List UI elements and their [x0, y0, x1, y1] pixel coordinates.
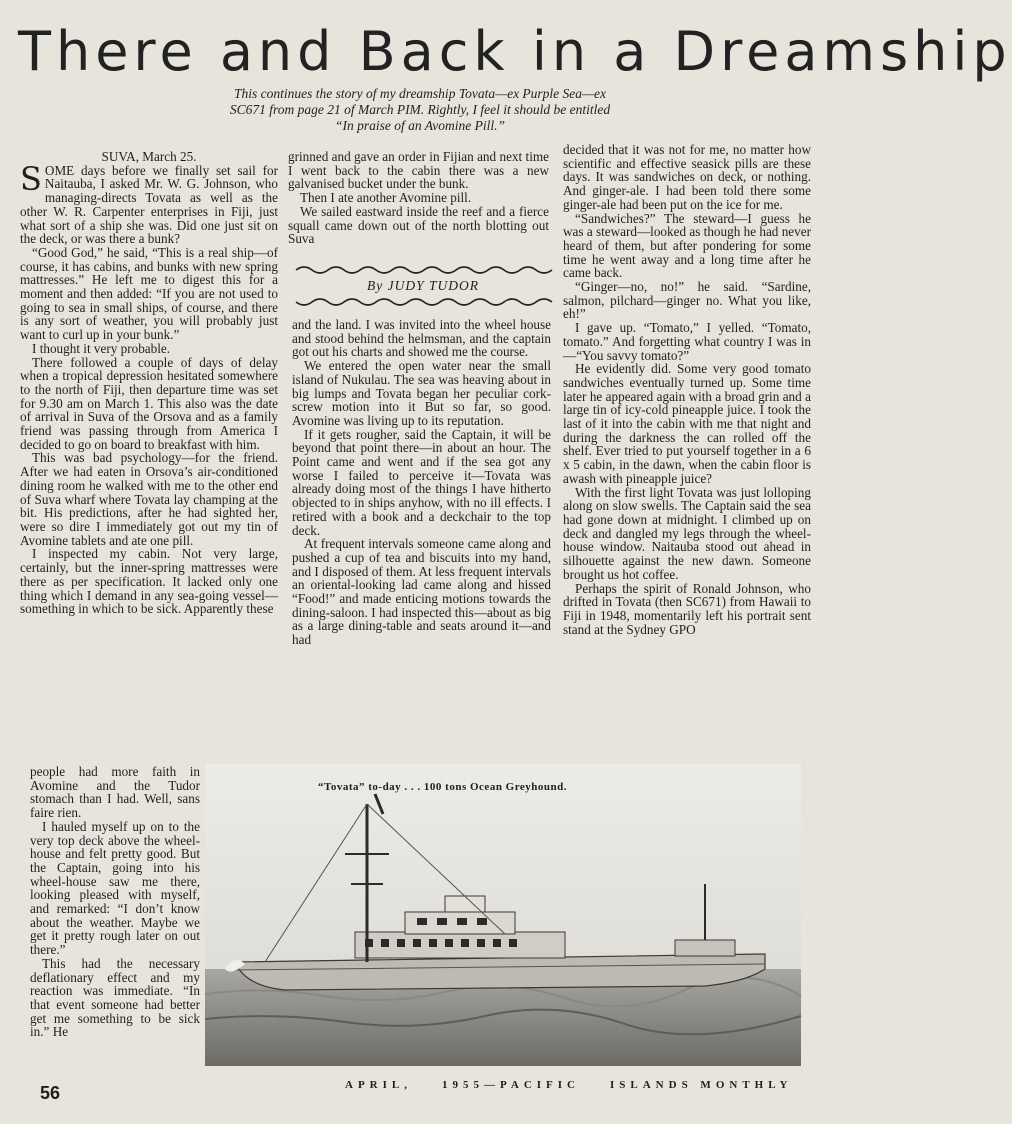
paragraph: I inspected my cabin. Not very large, certainly, but the inner-spring mattresses were there as per specification. It lacked only one thing which I demand in any sea-going vessel—something in which to be sick. Apparently these: [20, 546, 278, 617]
ship-photo: [205, 764, 801, 1066]
paragraph: and the land. I was invited into the wheel house and stood behind the helmsman, and the captain got out his charts and showed me the course.: [292, 317, 551, 360]
paragraph: I hauled myself up on to the very top deck above the wheel-house and felt pretty good. But the Captain, going into his wheel-house saw me there, looking pleased with myself, and remarked: “I don’t know about the weather. Maybe we get it pretty rough later on out there.”: [30, 818, 200, 958]
dateline: SUVA, March 25.: [101, 149, 197, 164]
paragraph: We sailed eastward inside the reef and a fierce squall came down out of the north blotting out Suva: [288, 203, 549, 247]
footer-magazine: ISLANDS MONTHLY: [610, 1079, 793, 1091]
drop-cap: S: [20, 159, 42, 198]
paragraph: “Ginger—no, no!” he said. “Sardine, salmon, pilchard—ginger no. What you like, eh!”: [563, 279, 811, 322]
intro-line: SC671 from page 21 of March PIM. Rightly, I feel it should be entitled: [229, 102, 611, 117]
article-column-1-continued: [30, 765, 200, 1067]
paragraph: Then I ate another Avomine pill.: [300, 190, 472, 206]
intro-line: This continues the story of my dreamship Tovata—ex Purple Sea—ex: [233, 86, 607, 101]
running-footer: [345, 1079, 822, 1091]
footer-month: APRIL,: [345, 1079, 412, 1091]
paragraph: This was bad psychology—for the friend. After we had eaten in Orsova’s air-conditioned dining room he walked with me to the other end of Suva wharf where Tovata lay champing at the bit. His predictions, after he had sighted her, were so dire I immediately got out my tin of Avomine tablets and ate one pill.: [20, 450, 278, 548]
paragraph: This had the necessary deflationary effect and my reaction was immediate. “In that event someone had better get me something to be sick in.” He: [30, 955, 200, 1040]
paragraph-text: OME days before we finally set sail for Naitauba, I asked Mr. W. G. Johnson, who managing-directs Tovata as well as the other W. R. Carpenter enterprises in Fiji, just what sort of a ship she was. Did one just sit on the deck, or was there a bunk?: [20, 162, 278, 247]
byline-block: [296, 262, 550, 312]
footer-year: 1955—PACIFIC: [441, 1079, 580, 1091]
paragraph: At frequent intervals someone came along and pushed a cup of tea and biscuits into my hand, and I disposed of them. At less frequent intervals an oriental-looking lad came along and hissed “Food!” and made enticing motions towards the dining-saloon. I had inspected this—about as big as a large dining-table and seats around it—and had: [292, 536, 551, 648]
article-column-1: [20, 150, 278, 750]
article-column-2-bottom: [292, 318, 551, 748]
paragraph: “Good God,” he said, “This is a real ship—of course, it has cabins, and bunks with new spring mattresses.” He left me to digest this for a moment and then added: “If you are not used to going to sea in small ships, of course, and there is any sort of weather, you will probably just want to curl up in your bunk.”: [20, 244, 278, 343]
paragraph: There followed a couple of days of delay when a tropical depression hesitated somewhere to the north of Fiji, then departure time was set for 9.30 am on March 1. This also was the date of arrival in Suva of the Orsova and as a family friend was passing through from America I decided to go on board to breakfast with him.: [20, 354, 278, 452]
paragraph: I gave up. “Tomato,” I yelled. “Tomato, tomato.” And forgetting what country I was in—“You savvy tomato?”: [563, 320, 811, 363]
paragraph: Perhaps the spirit of Ronald Johnson, who drifted in Tovata (then SC671) from Hawaii to Fiji in 1948, momentarily left his portrait sent stand at the Sydney GPO: [563, 580, 811, 637]
photo-caption: “Tovata” to-day . . . 100 tons Ocean Greyhound.: [318, 781, 568, 793]
article-column-3: [563, 143, 811, 748]
page-number: 56: [40, 1083, 61, 1103]
paragraph: He evidently did. Some very good tomato sandwiches eventually turned up. Some time later he appeared again with a broad grin and a large tin of icy-cold pineapple juice. I took the last of it into the cabin with me that night and during the darkness the can rolled off the shelf. Ever tried to put yourself together in a 6 x 5 cabin, in the dawn, when the cabin floor is awash with pineapple juice?: [563, 361, 811, 486]
paragraph: grinned and gave an order in Fijian and next time I went back to the cabin there was a new galvanised bucket under the bunk.: [288, 149, 549, 192]
byline: By JUDY TUDOR: [367, 278, 479, 293]
paragraph: We entered the open water near the small island of Nukulau. The sea was heaving about in big lumps and Tovata began her peculiar cork-screw motion into it But so far, so good. Avomine was living up to its reputation.: [292, 358, 551, 428]
paragraph: If it gets rougher, said the Captain, it will be beyond that point there—in about an hour. The Point came and went and if the sea got any worse I failed to perceive it—Tovata was already doing most of the things I have hitherto objected to in ships anyhow, with no ill effects. I retired with a book and a deckchair to the top deck.: [292, 426, 551, 538]
paragraph: decided that it was not for me, no matter how scientific and effective seasick pills are these days. It was sandwiches on deck, or nothing. And ginger-ale. I had been told there some ginger-ale had been put on the ice for me.: [563, 142, 811, 212]
article-intro: [150, 86, 690, 134]
article-title: There and Back in a Dreamship: [18, 20, 1012, 83]
paragraph: I thought it very probable.: [32, 340, 171, 356]
intro-line: “In praise of an Avomine Pill.”: [334, 118, 505, 133]
paragraph: “Sandwiches?” The steward—I guess he was a steward—looked as though he had never heard of them, but after pondering for some time he went away and a long time after he came back.: [563, 210, 811, 281]
article-column-2-top: [288, 150, 549, 260]
wave-ornament-bottom: [296, 298, 550, 310]
wave-ornament-top: [296, 262, 550, 274]
paragraph: With the first light Tovata was just lolloping along on slow swells. The Captain said the sea had gone down at midnight. I climbed up on deck and dangled my legs through the wheel-house window. Naitauba stood out ahead in silhouette against the new dawn. Someone brought us hot coffee.: [563, 484, 811, 582]
paragraph: [20, 159, 278, 247]
paragraph: people had more faith in Avomine and the Tudor stomach than I had. Well, sans faire rien.: [30, 764, 200, 821]
